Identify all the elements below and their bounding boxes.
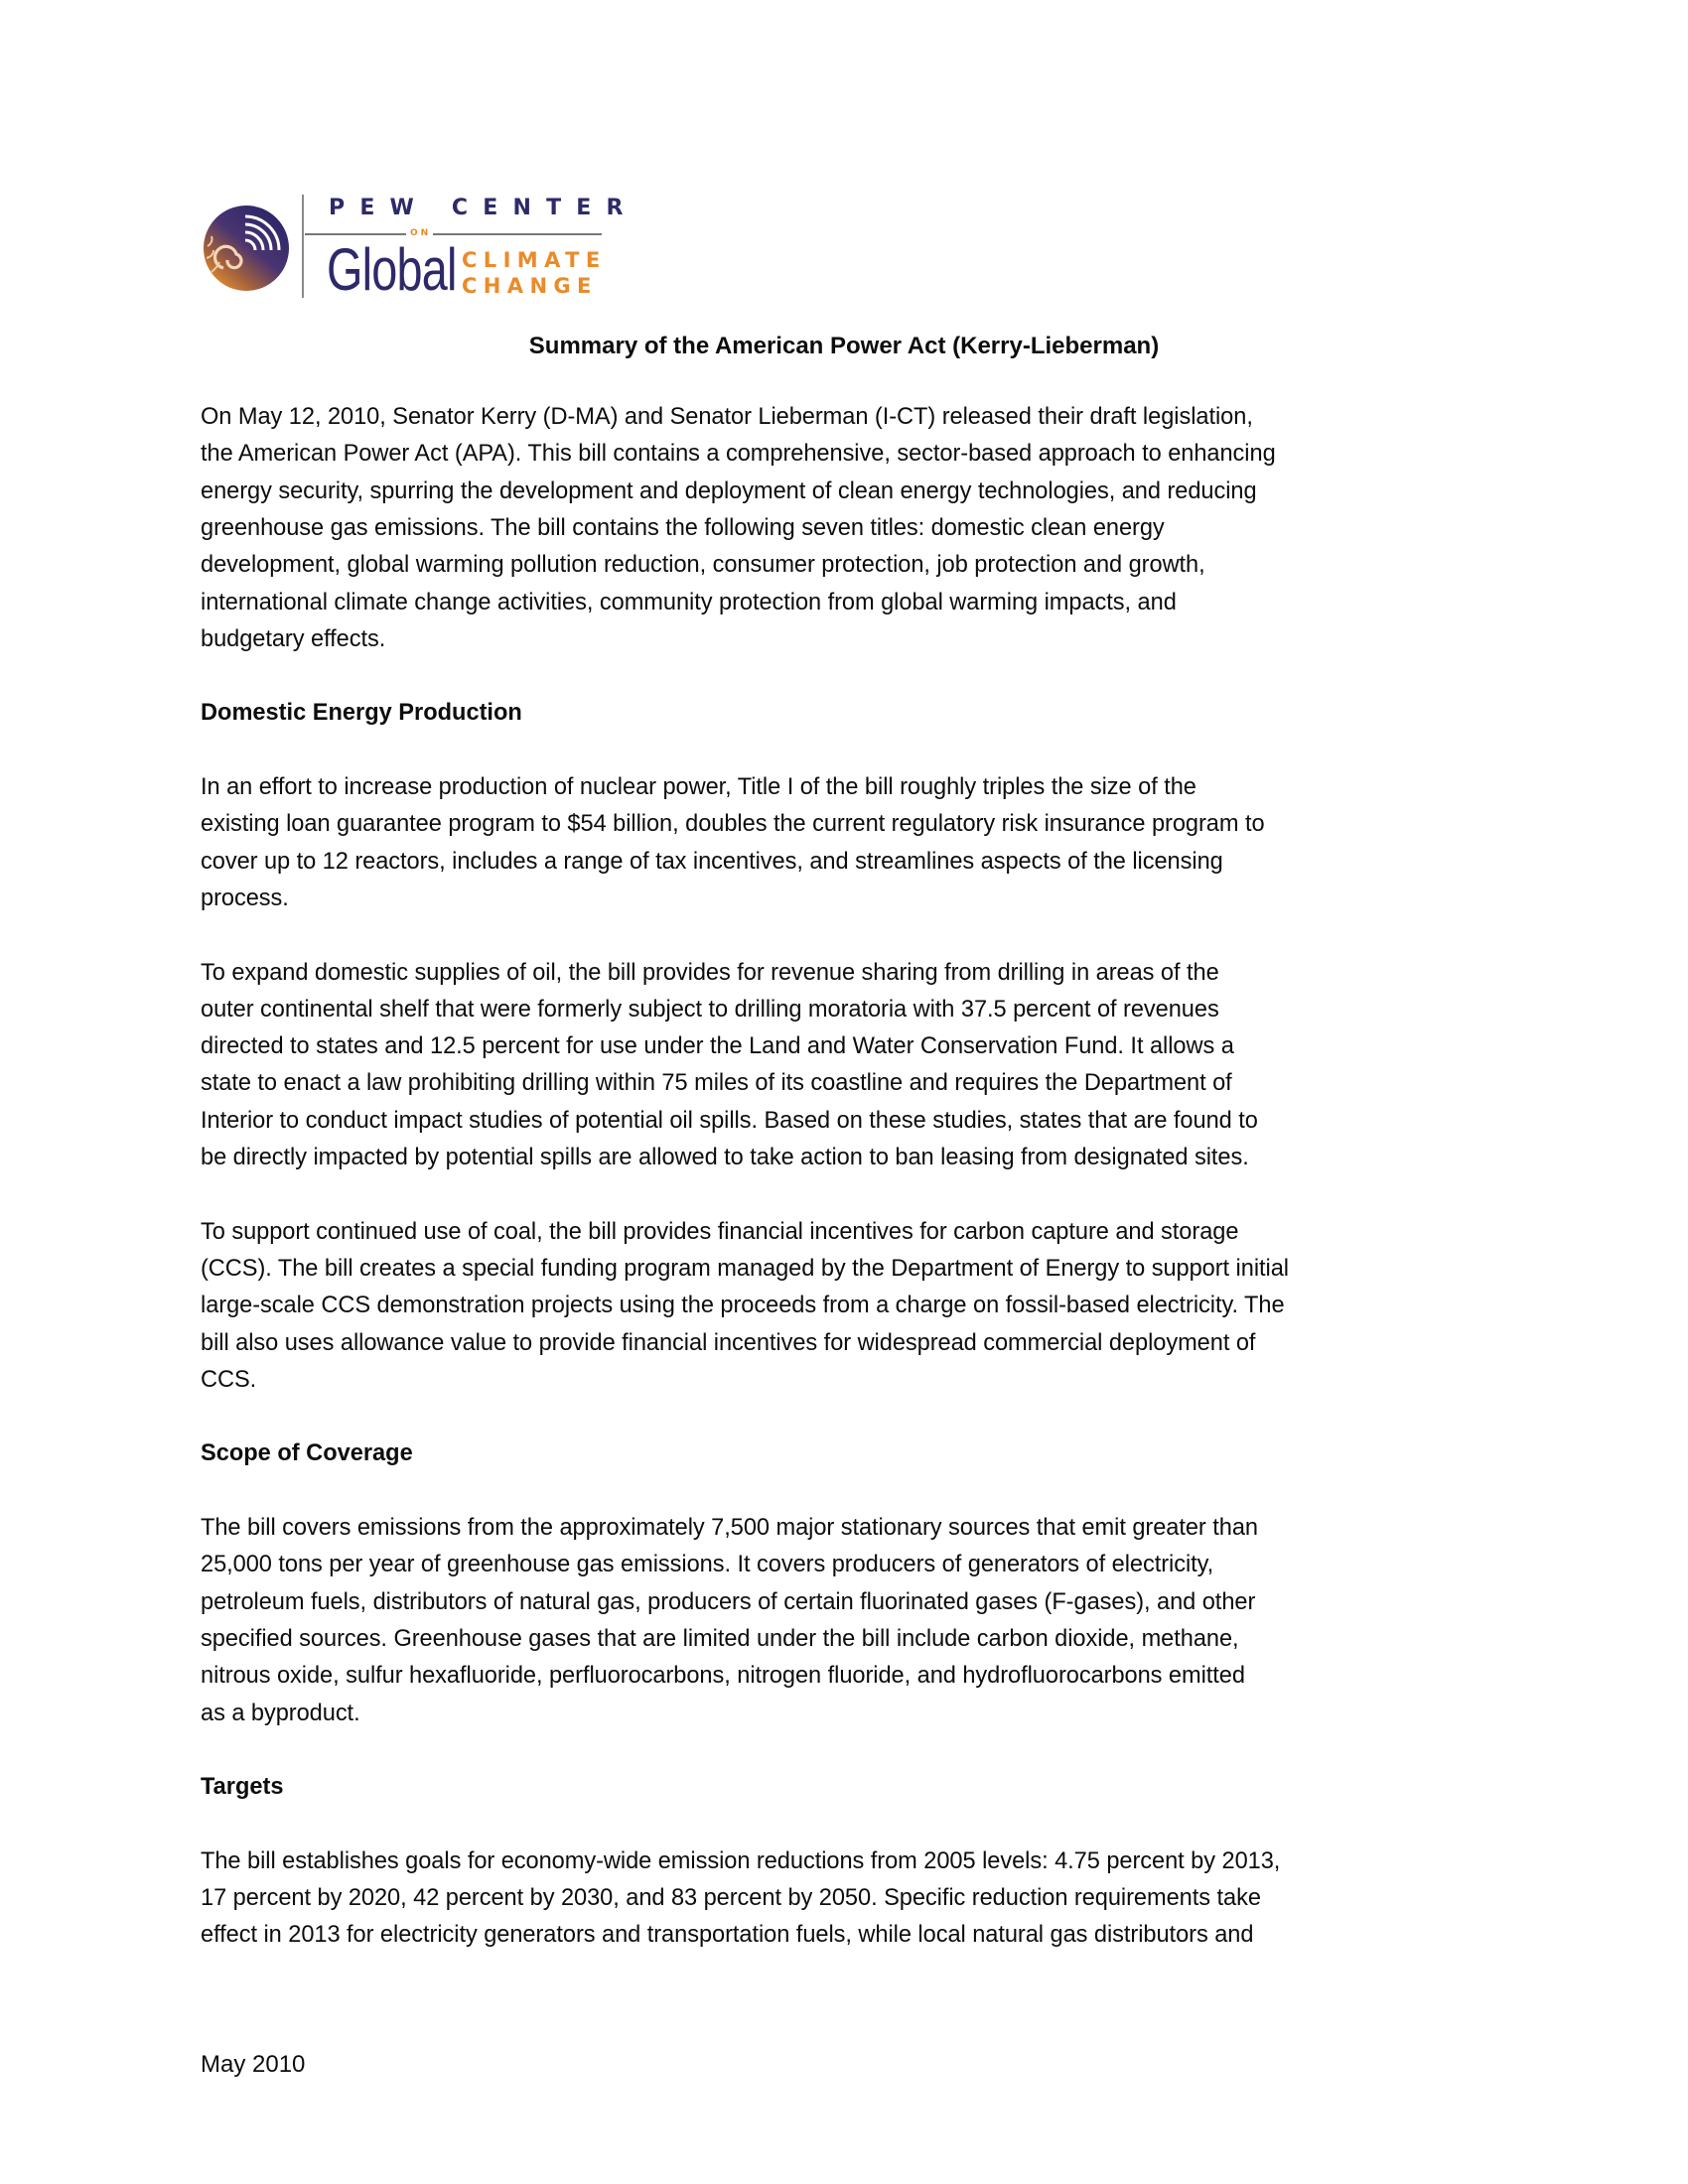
logo-change-text: CHANGE (462, 274, 598, 298)
globe-swirl-icon (202, 203, 291, 294)
document-title: Summary of the American Power Act (Kerry-Lieberman) (528, 333, 1160, 359)
paragraph-line: bill also uses allowance value to provide financial incentives for widespread commercial deployment of (201, 1329, 1256, 1356)
paragraph-line: Interior to conduct impact studies of potential oil spills. Based on these studies, states that are found to (201, 1107, 1258, 1134)
logo-rule-right (433, 233, 602, 235)
logo-global-text: Global (327, 236, 457, 303)
logo-pew-center-text: PEW CENTER (329, 196, 638, 220)
paragraph-line: effect in 2013 for electricity generators and transportation fuels, while local natural gas distributors and (201, 1922, 1254, 1949)
paragraph-line: The bill establishes goals for economy-wide emission reductions from 2005 levels: 4.75 percent by 2013, (201, 1847, 1281, 1874)
paragraph-line: On May 12, 2010, Senator Kerry (D-MA) and Senator Lieberman (I-CT) released their draft legislation, (201, 404, 1253, 430)
section-heading: Domestic Energy Production (201, 700, 522, 727)
paragraph-line: To expand domestic supplies of oil, the bill provides for revenue sharing from drilling in areas of the (201, 959, 1219, 986)
paragraph-line: To support continued use of coal, the bill provides financial incentives for carbon capture and storage (201, 1218, 1239, 1245)
paragraph-line: The bill covers emissions from the approximately 7,500 major stationary sources that emit greater than (201, 1515, 1258, 1541)
footer-date: May 2010 (201, 2051, 306, 2078)
paragraph-line: 17 percent by 2020, 42 percent by 2030, and 83 percent by 2050. Specific reduction requirements take (201, 1885, 1261, 1911)
section-heading: Targets (201, 1774, 284, 1801)
paragraph-line: specified sources. Greenhouse gases that are limited under the bill include carbon dioxide, methane, (201, 1625, 1239, 1652)
paragraph-line: as a byproduct. (201, 1700, 360, 1726)
paragraph-line: 25,000 tons per year of greenhouse gas emissions. It covers producers of generators of electricity, (201, 1552, 1214, 1578)
paragraph-line: greenhouse gas emissions. The bill contains the following seven titles: domestic clean energy (201, 514, 1165, 541)
section-heading: Scope of Coverage (201, 1440, 413, 1467)
paragraph-line: international climate change activities, community protection from global warming impacts, and (201, 589, 1177, 615)
pew-center-logo (202, 195, 638, 303)
paragraph-line: be directly impacted by potential spills are allowed to take action to ban leasing from designated sites. (201, 1145, 1249, 1170)
paragraph-line: budgetary effects. (201, 625, 386, 652)
paragraph-line: large-scale CCS demonstration projects using the proceeds from a charge on fossil-based electricity. The (201, 1293, 1285, 1319)
paragraph-line: CCS. (201, 1366, 257, 1393)
logo-divider (302, 195, 304, 298)
paragraph-line: development, global warming pollution reduction, consumer protection, job protection and growth, (201, 552, 1205, 579)
paragraph-line: petroleum fuels, distributors of natural gas, producers of certain fluorinated gases (F-gases), and other (201, 1588, 1256, 1615)
paragraph-line: directed to states and 12.5 percent for use under the Land and Water Conservation Fund. It allows a (201, 1033, 1234, 1060)
paragraph-line: (CCS). The bill creates a special funding program managed by the Department of Energy to support initial (201, 1255, 1289, 1282)
paragraph-line: existing loan guarantee program to $54 billion, doubles the current regulatory risk insurance program to (201, 811, 1265, 838)
paragraph-line: state to enact a law prohibiting drilling within 75 miles of its coastline and requires the Department of (201, 1070, 1232, 1097)
logo-climate-text: CLIMATE (462, 248, 607, 272)
paragraph-line: the American Power Act (APA). This bill contains a comprehensive, sector-based approach to enhancing (201, 441, 1276, 468)
paragraph-line: process. (201, 885, 289, 911)
paragraph-line: nitrous oxide, sulfur hexafluoride, perfluorocarbons, nitrogen fluoride, and hydrofluorocarbons emitted (201, 1663, 1245, 1690)
paragraph-line: outer continental shelf that were formerly subject to drilling moratoria with 37.5 percent of revenues (201, 996, 1219, 1023)
paragraph-line: In an effort to increase production of nuclear power, Title I of the bill roughly triples the size of the (201, 774, 1196, 800)
paragraph-line: energy security, spurring the development and deployment of clean energy technologies, and reducing (201, 478, 1257, 504)
paragraph-line: cover up to 12 reactors, includes a range of tax incentives, and streamlines aspects of the licensing (201, 848, 1223, 875)
logo-on-text: ON (410, 228, 432, 238)
logo-rule-left (305, 233, 406, 235)
